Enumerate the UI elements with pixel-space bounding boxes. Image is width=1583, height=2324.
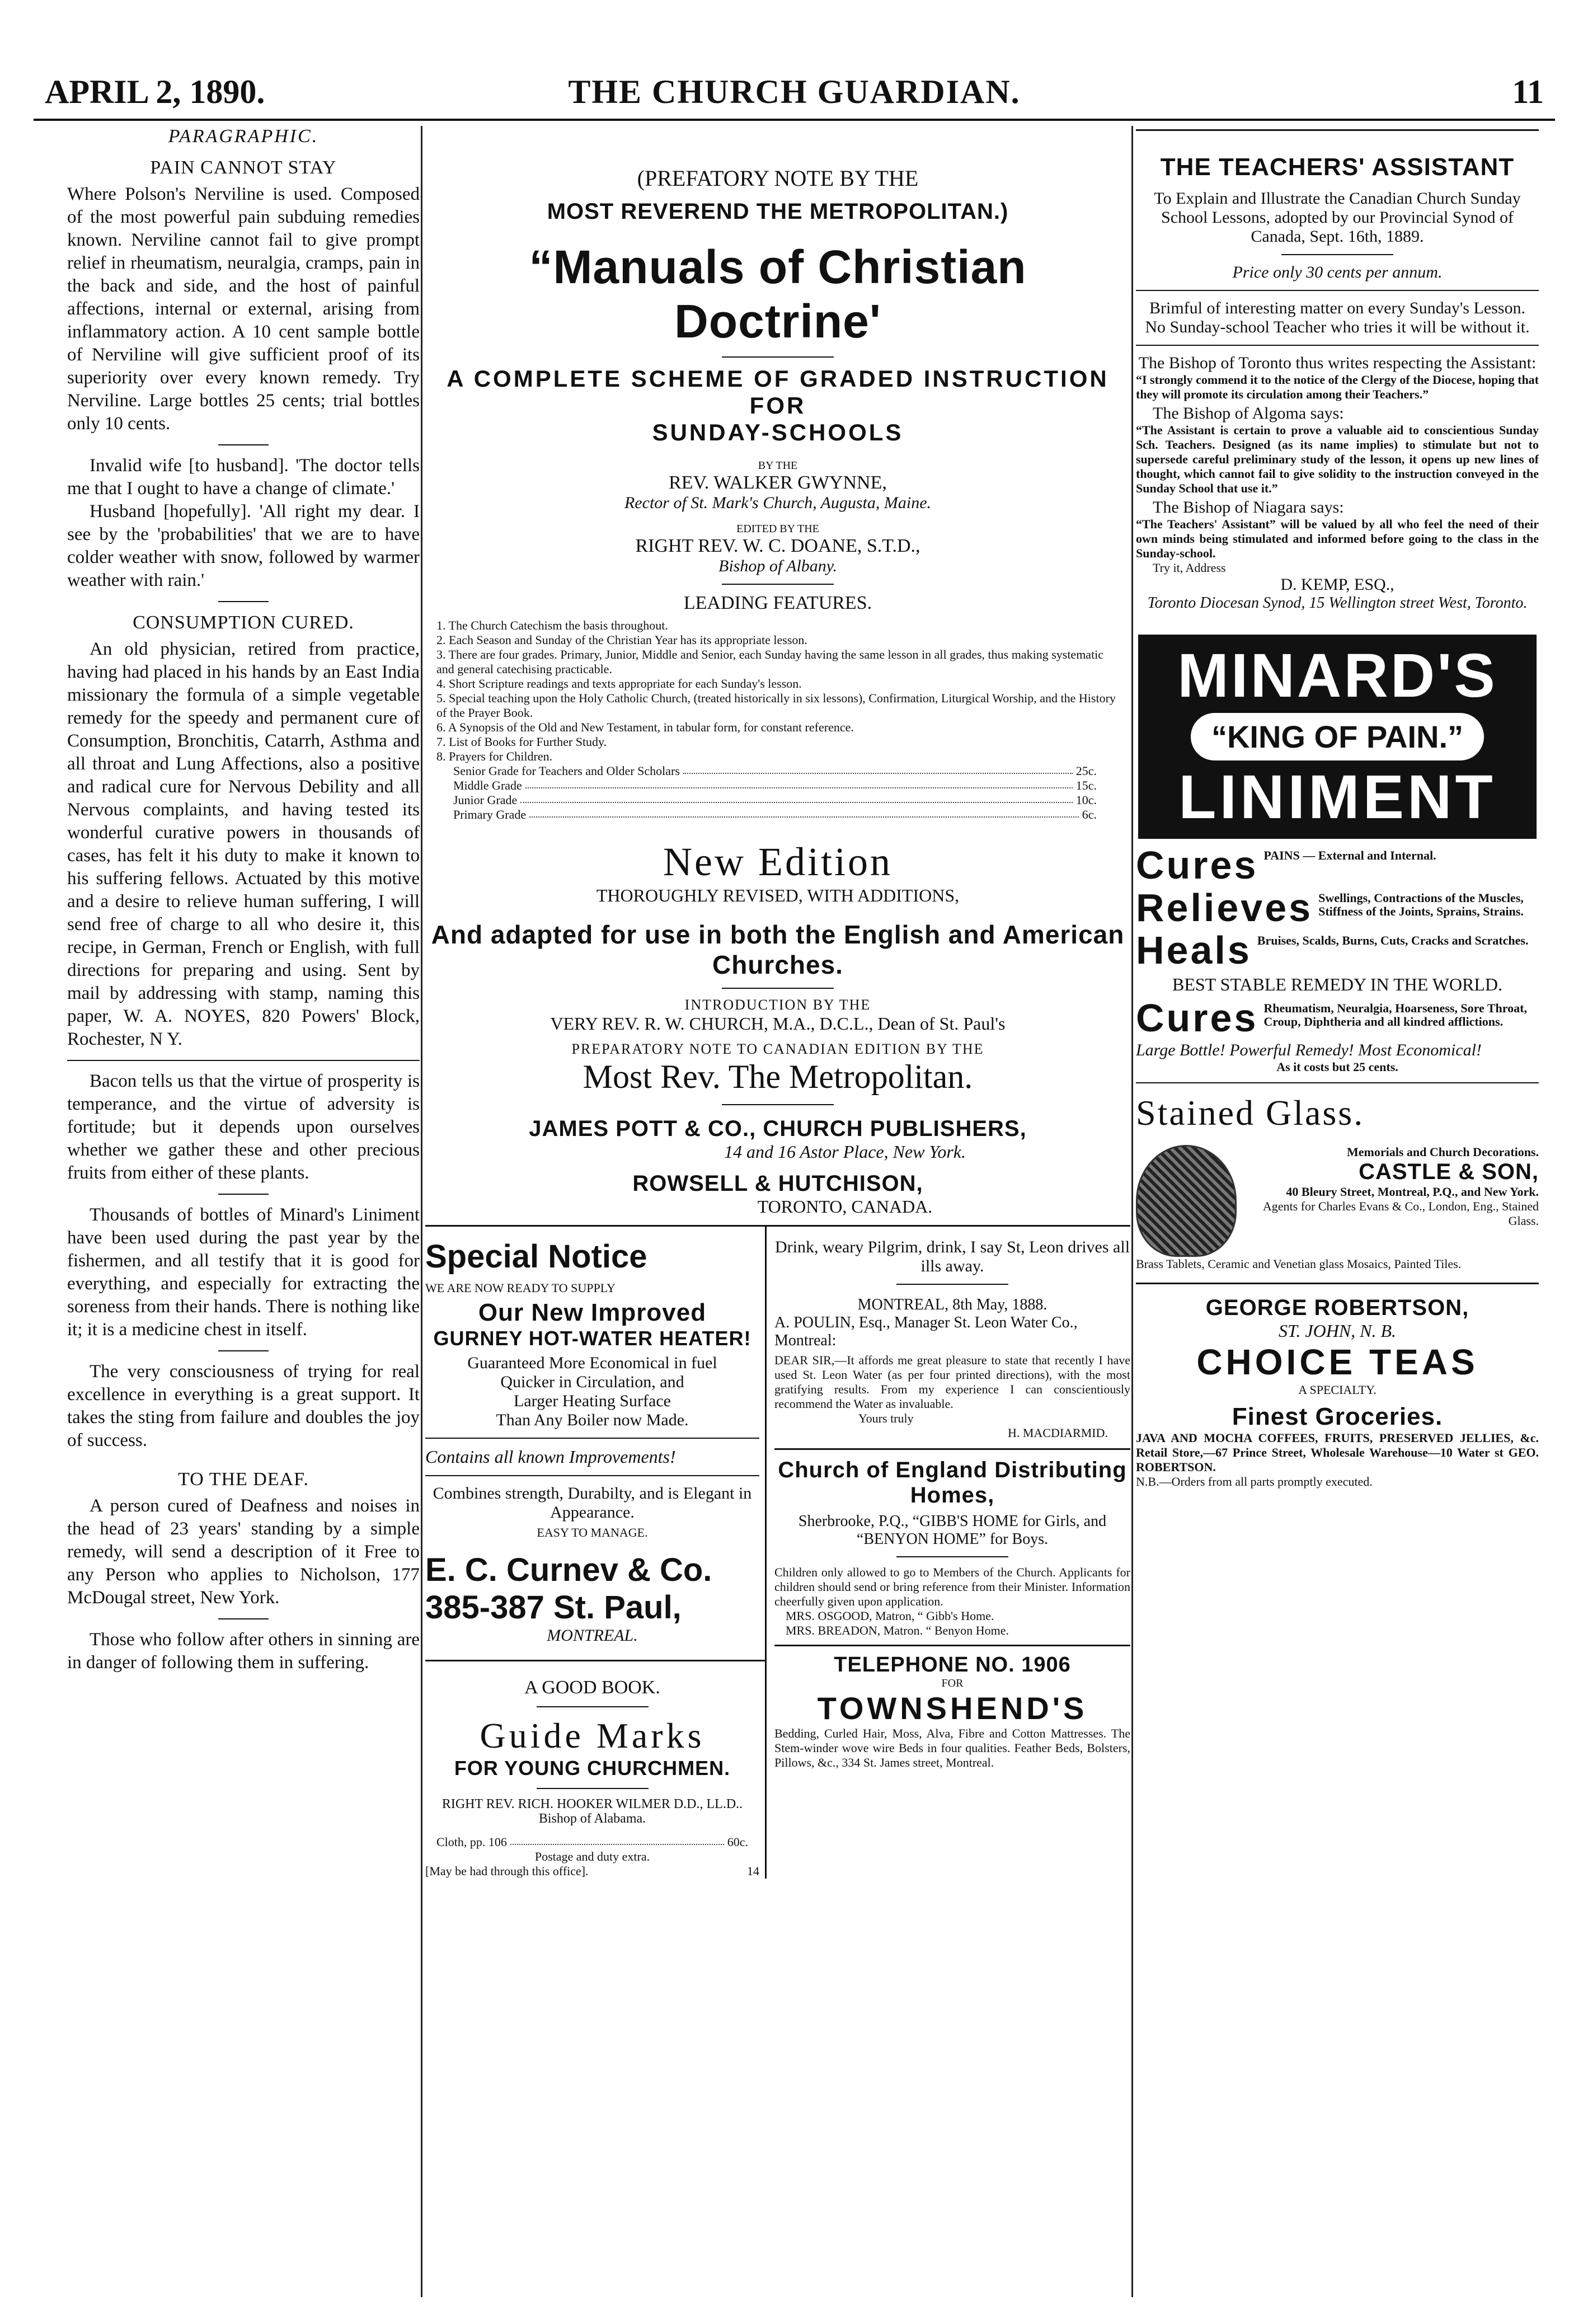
feature-item: 7. List of Books for Further Study. <box>436 735 607 749</box>
article-text: Where Polson's Nerviline is used. Composed of the most powerful pain subduing remedies known. Nerviline cannot fail to give prompt relief in rheumatism, neuralgia, cramps, pain in the back and side, and the host of painful affections, internal or external, arising from inflammatory action. A 10 cent sample bottle of Nerviline will give sufficient proof of its superiority over every known remedy. Try Nerviline. Large bottles 25 cents; trial bottles only 10 cents. <box>67 184 420 434</box>
ad-headline: Church of England Distributing Homes, <box>778 1458 1127 1508</box>
price-value: 10c. <box>1075 793 1097 807</box>
ad-text: Drink, weary Pilgrim, drink, I say St, Leon drives all ills away. <box>774 1238 1130 1275</box>
ad-headline: Finest Groceries. <box>1232 1403 1443 1430</box>
ad-text: Larger Heating Surface <box>514 1392 671 1410</box>
ad-text: D. KEMP, ESQ., <box>1280 575 1394 594</box>
ad-text: MRS. OSGOOD, Matron, “ Gibb's Home. <box>786 1609 994 1623</box>
scheme-line: A COMPLETE SCHEME OF GRADED INSTRUCTION FOR <box>447 365 1109 419</box>
divider <box>218 1350 269 1351</box>
ad-text: Brimful of interesting matter on every Sunday's Lesson. <box>1149 299 1525 317</box>
minard-liniment-ad <box>1138 635 1537 839</box>
feature-item: 2. Each Season and Sunday of the Christian Year has its appropriate lesson. <box>436 633 807 647</box>
ad-text: Than Any Boiler now Made. <box>496 1411 689 1429</box>
divider <box>1136 290 1539 291</box>
by-line: BY THE <box>758 459 798 472</box>
ad-headline: MINARD'S <box>1177 641 1497 710</box>
ad-text: Memorials and Church Decorations. <box>1346 1145 1539 1159</box>
ad-headline: TELEPHONE NO. 1906 <box>834 1653 1071 1677</box>
ad-text: A SPECIALTY. <box>1298 1383 1377 1397</box>
price-row <box>453 778 1097 793</box>
heals-row <box>1136 928 1539 972</box>
article-text: Thousands of bottles of Minard's Liniment have been used during the past year by the fishermen, and all testify that it is good for everything, and especially for extracting the soreness from their hands. There is nothing like it; it is a medicine chest in itself. <box>67 1205 420 1340</box>
price-value: 15c. <box>1075 778 1097 792</box>
ad-text: FOR <box>941 1677 964 1689</box>
ad-text: Bedding, Curled Hair, Moss, Alva, Fibre and Cotton Mattresses. The Stem-winder wove wire Beds in four qualities. Feather Beds, Bolsters, Pillows, &c., 334 St. James street, Montreal. <box>774 1726 1130 1769</box>
price-row <box>453 764 1097 778</box>
ad-text: Swellings, Contractions of the Muscles, Stiffness of the Joints, Sprains, Strains. <box>1318 891 1524 918</box>
ad-headline: Cures <box>1136 996 1258 1040</box>
price-row <box>453 793 1097 807</box>
cures-row <box>1136 996 1539 1040</box>
article-text: Invalid wife [to husband]. 'The doctor tells me that I ought to have a change of climate.' <box>67 456 420 499</box>
ad-text: Postage and duty extra. <box>534 1849 650 1863</box>
divider <box>722 356 834 358</box>
article-text: Those who follow after others in sinning are in danger of following them in suffering. <box>67 1630 420 1673</box>
ad-headline: Heals <box>1136 928 1252 972</box>
toronto: TORONTO, CANADA. <box>757 1196 933 1217</box>
column-advertisements <box>425 126 1130 2302</box>
feature-item: 3. There are four grades. Primary, Junior, Middle and Senior, each Sunday having the same lesson in all grades, thus making systematic and general catechising practicable. <box>436 647 1104 676</box>
book-title: “Manuals of Christian Doctrine' <box>529 241 1027 348</box>
rowsell: ROWSELL & HUTCHISON, <box>632 1171 923 1196</box>
divider <box>722 1104 834 1105</box>
publisher: JAMES POTT & CO., CHURCH PUBLISHERS, <box>529 1116 1027 1141</box>
ad-text: PAINS — External and Internal. <box>1263 848 1436 862</box>
article-heading: PAIN CANNOT STAY <box>150 157 337 178</box>
feature-item: 8. Prayers for Children. <box>436 749 553 763</box>
stained-glass-text <box>1243 1145 1539 1257</box>
scheme-line: SUNDAY-SCHOOLS <box>652 419 904 445</box>
ad-text: MONTREAL. <box>547 1626 638 1645</box>
feature-item: 5. Special teaching upon the Holy Catholic Church, (treated historically in six lessons), Confirmation, Liturgical Worship, and the History of the Prayer Book. <box>436 691 1116 720</box>
ad-headline: Guide Marks <box>480 1716 705 1755</box>
price-label: Senior Grade for Teachers and Older Scholars <box>453 764 680 778</box>
ad-headline: “KING OF PAIN.” <box>1191 713 1484 760</box>
publisher-address: 14 and 16 Astor Place, New York. <box>724 1142 966 1162</box>
article-text: The very consciousness of trying for real excellence in everything is a great support. It takes the sting from failure and doubles the joy of success. <box>67 1361 420 1450</box>
divider <box>722 584 834 585</box>
ad-text: The Bishop of Toronto thus writes respecting the Assistant: <box>1138 354 1537 372</box>
ad-text: Guaranteed More Economical in fuel <box>467 1354 717 1372</box>
prep-note: PREPARATORY NOTE TO CANADIAN EDITION BY THE <box>571 1041 984 1057</box>
column-divider <box>421 126 422 2297</box>
ad-text: RIGHT REV. RICH. HOOKER WILMER D.D., LL.D.. Bishop of Alabama. <box>441 1797 743 1826</box>
ad-text: To Explain and Illustrate the Canadian Church Sunday School Lessons, adopted by our Provincial Synod of Canada, Sept. 16th, 1889. <box>1154 189 1521 246</box>
ad-quote: “The Assistant is certain to prove a valuable aid to conscientious Sunday Sch. Teachers. Designed (as its name implies) to stimulate but not to supersede careful preliminary study of the lesson, it opens up new lines of thought, which cannot fail to give solidity to the instruction conveyed in the Sunday School that use it.” <box>1136 423 1539 495</box>
ad-signature: H. MACDIARMID. <box>1007 1426 1108 1440</box>
divider <box>537 1706 649 1707</box>
divider <box>425 1475 759 1476</box>
divider <box>1136 345 1539 346</box>
ad-gurney <box>425 1227 767 1879</box>
divider <box>218 601 269 602</box>
stained-glass-illustration <box>1136 1145 1237 1257</box>
editor-name: RIGHT REV. W. C. DOANE, S.T.D., <box>635 536 920 556</box>
price-row: Cloth, pp. 106 60c. <box>436 1835 748 1849</box>
ad-text: 40 Bleury Street, Montreal, P.Q., and New York. <box>1286 1185 1539 1199</box>
features-list <box>425 618 1130 764</box>
ad-footer: [May be had through this office]. 14 <box>425 1864 759 1878</box>
ad-text: ST. JOHN, N. B. <box>1278 1321 1397 1341</box>
ad-headline: FOR YOUNG CHURCHMEN. <box>454 1757 731 1780</box>
ad-headline: CHOICE TEAS <box>1196 1342 1478 1382</box>
ad-text: No Sunday-school Teacher who tries it will be without it. <box>1145 318 1530 336</box>
divider <box>1136 1082 1539 1083</box>
ad-text: The Bishop of Niagara says: <box>1153 498 1344 517</box>
column-right <box>1136 126 1539 2302</box>
ad-quote: “I strongly commend it to the notice of the Clergy of the Diocese, hoping that they will promote its circulation among their Teachers.” <box>1136 373 1539 401</box>
ad-headline: Stained Glass. <box>1136 1093 1365 1133</box>
ad-headline: E. C. Curnev & Co. <box>425 1552 712 1588</box>
stained-glass-ad <box>1136 1145 1539 1257</box>
revised-line: THOROUGHLY REVISED, WITH ADDITIONS, <box>596 885 960 905</box>
ad-text: Quicker in Circulation, and <box>500 1373 684 1391</box>
ad-text: Toronto Diocesan Synod, 15 Wellington street West, Toronto. <box>1147 594 1528 612</box>
by-line: EDITED BY THE <box>736 523 819 535</box>
ad-quote: “The Teachers' Assistant” will be valued by all who feel the need of their own minds being stimulated and informed before going to the class in the Sunday-school. <box>1136 517 1539 560</box>
divider <box>1281 254 1393 255</box>
ad-text: As it costs but 25 cents. <box>1276 1060 1398 1074</box>
ad-st-leon <box>767 1227 1130 1879</box>
ad-headline: Special Notice <box>425 1238 647 1275</box>
author-name: REV. WALKER GWYNNE, <box>669 472 887 493</box>
ad-text: WE ARE NOW READY TO SUPPLY <box>425 1281 616 1295</box>
ad-headline: Relieves <box>1136 886 1313 929</box>
article-heading: CONSUMPTION CURED. <box>133 612 354 633</box>
prefatory-line: (PREFATORY NOTE BY THE <box>637 166 919 191</box>
article-text: An old physician, retired from practice, having had placed in his hands by an East India missionary the formula of a simple vegetable remedy for the speedy and permanent cure of Consumption, Bronchitis, Catarrh, Asthma and all throat and Lung Affections, also a positive and radical cure for Nervous Debility and all Nervous complaints, and having tested its wonderful curative powers in thousands of cases, has felt it his duty to make it known to his suffering fellows. Actuated by this motive and a desire to relieve human suffering, I will send free of charge to all who desire it, this recipe, in German, French or English, with full directions for preparing and using. Sent by mail by addressing with stamp, naming this paper, W. A. NOYES, 820 Powers' Block, Rochester, N Y. <box>67 639 420 1049</box>
metropolitan: Most Rev. The Metropolitan. <box>583 1058 973 1095</box>
ad-text: Children only allowed to go to Members of the Church. Applicants for children should send or bring reference from their Minister. Information cheerfully given upon application. <box>774 1565 1130 1608</box>
cures-row <box>1136 843 1539 887</box>
ad-headline: Our New Improved <box>478 1299 707 1326</box>
feature-item: 4. Short Scripture readings and texts appropriate for each Sunday's lesson. <box>436 677 802 691</box>
ad-text: BEST STABLE REMEDY IN THE WORLD. <box>1172 974 1503 994</box>
feature-item: 6. A Synopsis of the Old and New Testament, in tabular form, for constant reference. <box>436 720 854 734</box>
divider <box>537 1788 649 1789</box>
ad-text: JAVA AND MOCHA COFFEES, FRUITS, PRESERVED JELLIES, &c. Retail Store,—67 Prince Street, Wholesale Warehouse—10 Water st GEO. ROBERTSON. <box>1136 1431 1539 1474</box>
ad-text: Rheumatism, Neuralgia, Hoarseness, Sore Throat, Croup, Diphtheria and all kindred afflictions. <box>1263 1001 1527 1029</box>
divider <box>218 1194 269 1195</box>
prefatory-line: MOST REVEREND THE METROPOLITAN.) <box>547 199 1009 224</box>
divider <box>67 1060 420 1061</box>
intro-line: INTRODUCTION BY THE <box>684 997 871 1013</box>
ad-text: Brass Tablets, Ceramic and Venetian glass Mosaics, Painted Tiles. <box>1136 1257 1462 1271</box>
ad-headline: CASTLE & SON, <box>1359 1159 1539 1184</box>
divider <box>896 1284 1008 1285</box>
price-label: Primary Grade <box>453 807 527 821</box>
adapted-line: And adapted for use in both the English and American Churches. <box>431 920 1125 979</box>
ad-text: Contains all known Improvements! <box>425 1447 676 1467</box>
article-text: Husband [hopefully]. 'All right my dear. I see by the 'probabilities' that we are to have colder weather with snow, followed by warmer weather with rain.' <box>67 501 420 590</box>
section-title: PARAGRAPHIC. <box>168 126 319 147</box>
column-paragraphic <box>67 126 420 2302</box>
ad-text: A. POULIN, Esq., Manager St. Leon Water Co., Montreal: <box>774 1314 1078 1349</box>
price-value: 25c. <box>1075 764 1097 778</box>
ad-headline: A GOOD BOOK. <box>524 1677 660 1698</box>
issue-date: APRIL 2, 1890. <box>45 73 265 110</box>
price-list <box>425 764 1130 822</box>
new-edition: New Edition <box>663 839 893 884</box>
ad-text: The Bishop of Algoma says: <box>1153 404 1344 422</box>
feature-item: 1. The Church Catechism the basis throughout. <box>436 618 668 632</box>
ad-headline: GURNEY HOT-WATER HEATER! <box>433 1327 751 1350</box>
price-row <box>453 807 1097 822</box>
ad-letter: DEAR SIR,—It affords me great pleasure to state that recently I have used St. Leon Water (as per four printed directions), with the most gratifying results. From my experience I can conscientiously recommend the Water as invaluable. <box>774 1353 1130 1411</box>
ad-headline: LINIMENT <box>1178 763 1496 832</box>
page-number: 11 <box>1512 73 1544 110</box>
features-heading: LEADING FEATURES. <box>683 593 872 613</box>
article-heading: TO THE DEAF. <box>178 1469 309 1490</box>
ad-text: MONTREAL, 8th May, 1888. <box>857 1296 1047 1313</box>
ad-text: Yours truly <box>858 1411 914 1425</box>
article-text: Bacon tells us that the virtue of prosperity is temperance, and the virtue of adversity is fortitude; but it depends upon ourselves whether we gather these and other precious fruits from either of these plants. <box>67 1071 420 1183</box>
intro-name: VERY REV. R. W. CHURCH, M.A., D.C.L., Dean of St. Paul's <box>550 1013 1006 1034</box>
ad-text: EASY TO MANAGE. <box>537 1525 648 1539</box>
divider <box>425 1438 759 1439</box>
ad-text: Combines strength, Durabilty, and is Elegant in Appearance. <box>433 1484 752 1522</box>
paper-title: THE CHURCH GUARDIAN. <box>568 73 1021 110</box>
ad-text: Price only 30 cents per annum. <box>1232 263 1443 281</box>
ad-headline: Cures <box>1136 843 1258 887</box>
divider <box>896 1556 1008 1557</box>
ad-headline: GEORGE ROBERTSON, <box>1205 1295 1469 1320</box>
ad-text: Agents for Charles Evans & Co., London, Eng., Stained Glass. <box>1262 1199 1539 1228</box>
header-rule <box>34 119 1555 121</box>
ad-text: Try it, Address <box>1153 561 1226 575</box>
ad-text: N.B.—Orders from all parts promptly executed. <box>1136 1475 1373 1489</box>
price-value: 6c. <box>1082 807 1097 821</box>
ad-text: Sherbrooke, P.Q., “GIBB'S HOME for Girls, and “BENYON HOME” for Boys. <box>798 1513 1107 1548</box>
ad-text: MRS. BREADON, Matron. “ Benyon Home. <box>786 1623 1009 1637</box>
column-divider <box>1131 126 1133 2297</box>
divider <box>722 988 834 989</box>
divider <box>218 1618 269 1619</box>
relieves-row <box>1136 888 1539 927</box>
lower-ads <box>425 1225 1130 1879</box>
price-label: Junior Grade <box>453 793 518 807</box>
ad-headline: THE TEACHERS' ASSISTANT <box>1160 153 1515 181</box>
editor-title: Bishop of Albany. <box>718 557 837 575</box>
page-header <box>34 73 1555 123</box>
ad-headline: TOWNSHEND'S <box>817 1691 1088 1726</box>
ad-text: Bruises, Scalds, Burns, Cuts, Cracks and Scratches. <box>1257 933 1529 947</box>
divider <box>218 444 269 445</box>
article-text: A person cured of Deafness and noises in the head of 23 years' standing by a simple remedy, will send a description of it Free to any Person who applies to Nicholson, 177 McDougal street, New York. <box>67 1496 420 1608</box>
ad-text: Large Bottle! Powerful Remedy! Most Economical! <box>1136 1041 1482 1059</box>
author-title: Rector of St. Mark's Church, Augusta, Maine. <box>624 494 932 512</box>
price-label: Middle Grade <box>453 778 522 792</box>
ad-headline: 385-387 St. Paul, <box>425 1589 682 1626</box>
